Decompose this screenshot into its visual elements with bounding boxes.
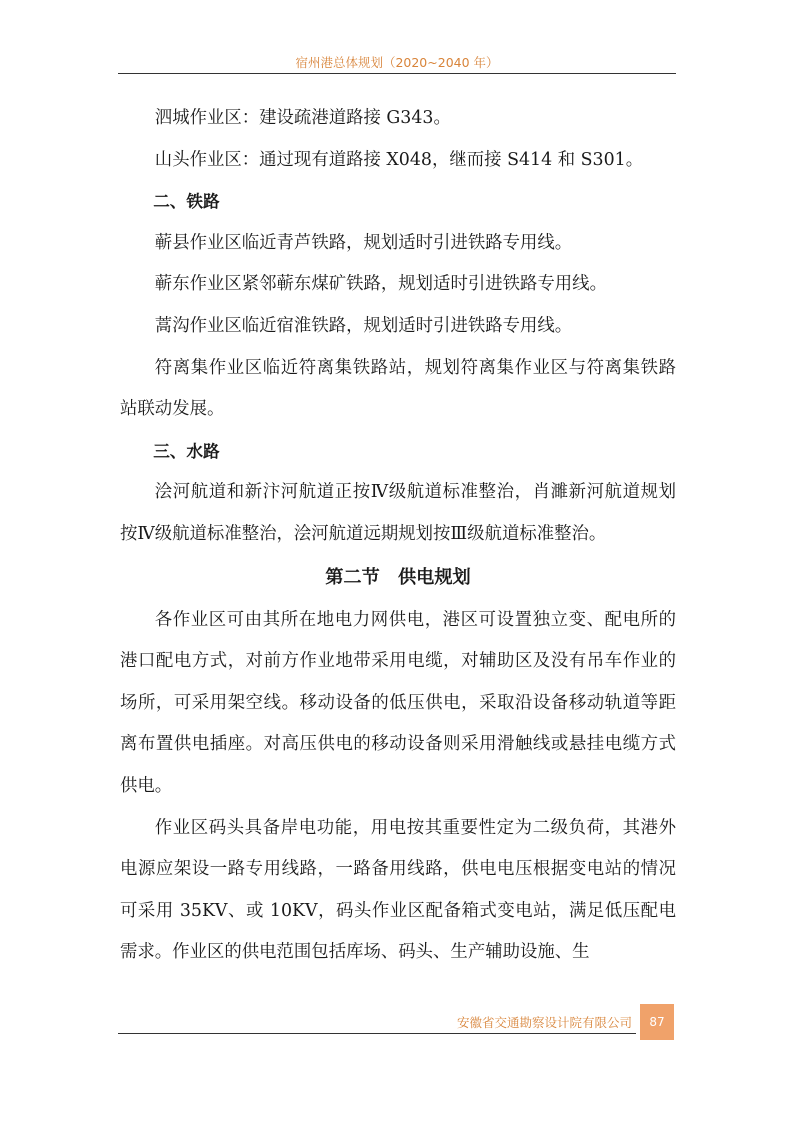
section-title: 第二节 供电规划 [325,566,471,588]
paragraph-sicheng: 泗城作业区：建设疏港道路接 G343。 [154,108,451,128]
document-body [120,98,676,974]
paragraph-power-supply: 各作业区可由其所在地电力网供电，港区可设置独立变、配电所的港口配电方式，对前方作业地带采用电缆，对辅助区及没有吊车作业的场所，可采用架空线。移动设备的低压供电，采取沿设备移动轨道等距离布置供电插座。对高压供电的移动设备则采用滑触线或悬挂电缆方式供电。 [120,609,676,796]
paragraph-shantou: 山头作业区：通过现有道路接 X048，继而接 S414 和 S301。 [154,149,644,170]
paragraph-qixian: 蕲县作业区临近青芦铁路，规划适时引进铁路专用线。 [154,232,573,253]
heading-waterway: 三、水路 [153,441,220,461]
paragraph-haogou: 蒿沟作业区临近宿淮铁路，规划适时引进铁路专用线。 [154,315,573,336]
footer-divider [118,1033,636,1034]
paragraph-shore-power: 作业区码头具备岸电功能，用电按其重要性定为二级负荷，其港外电源应架设一路专用线路，一路备用线路，供电电压根据变电站的情况可采用 35KV、或 10KV，码头作业区配备箱式变电站，满足低压配电需求。作业区的供电范围包括库场、码头、生产辅助设施、生 [120,817,676,963]
paragraph-qidong: 蕲东作业区紧邻蕲东煤矿铁路，规划适时引进铁路专用线。 [154,274,607,295]
paragraph-fuliji: 符离集作业区临近符离集铁路站，规划符离集作业区与符离集铁路站联动发展。 [120,357,676,420]
paragraph-waterway: 浍河航道和新汴河航道正按Ⅳ级航道标准整治，肖濉新河航道规划按Ⅳ级航道标准整治，浍河航道远期规划按Ⅲ级航道标准整治。 [120,482,676,544]
page-number: 87 [640,1004,674,1040]
header-divider [118,73,676,74]
header-title: 宿州港总体规划（2020~2040 年） [295,55,499,70]
footer-organization: 安徽省交通勘察设计院有限公司 [456,1015,632,1030]
heading-railway: 二、铁路 [153,192,220,212]
